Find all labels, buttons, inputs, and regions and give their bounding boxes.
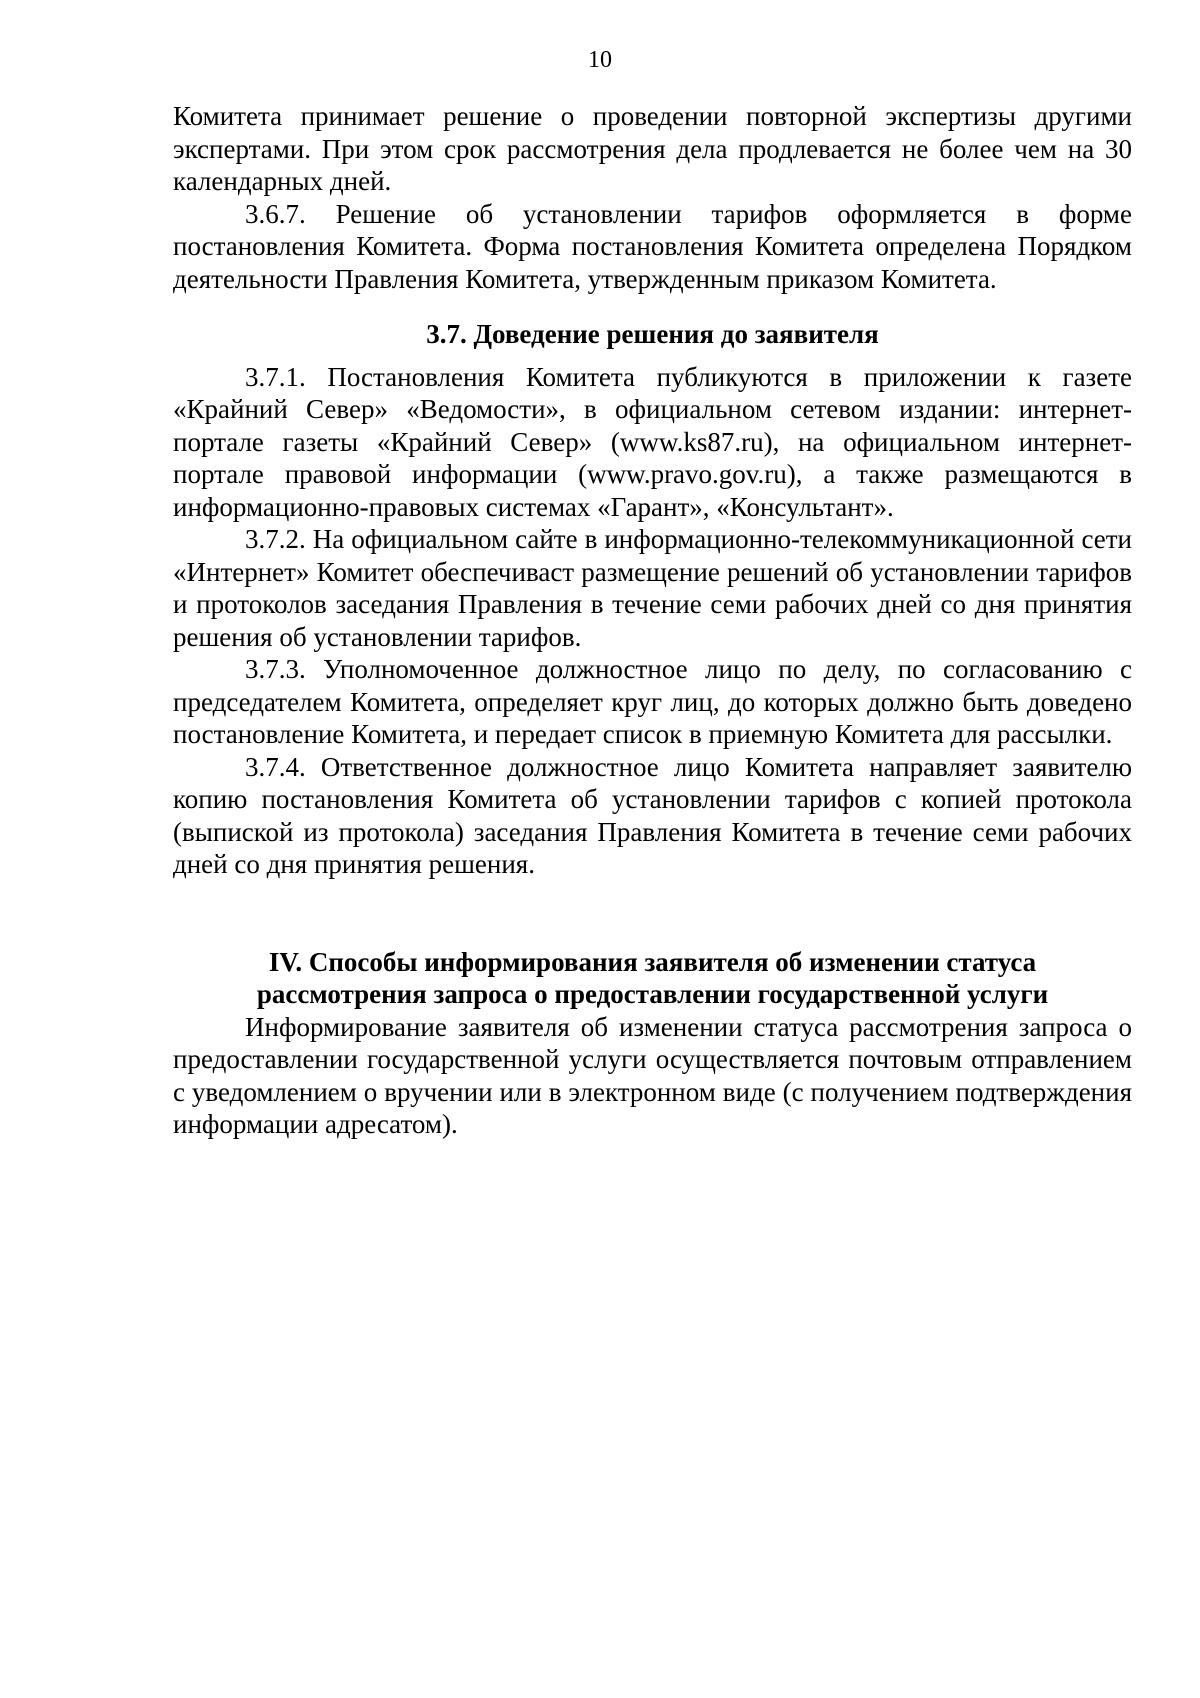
paragraph-3-7-2: 3.7.2. На официальном сайте в информационно-телекоммуникационной сети «Интернет» Комитет обеспечиваст размещение решений об установлении тарифов и протоколов заседания Правления в течение семи рабочих дней со дня принятия решения об установлении тарифов. [173, 524, 1132, 652]
paragraph-3-6-7: 3.6.7. Решение об установлении тарифов оформляется в форме постановления Комитета. Форма постановления Комитета определена Порядком деятельности Правления Комитета, утвержденным приказом Комитета. [173, 198, 1132, 294]
document-body [173, 100, 1132, 1141]
paragraph-continuation: Комитета принимает решение о проведении повторной экспертизы другими экспертами. При этом срок рассмотрения дела продлевается не более чем на 30 календарных дней. [173, 101, 1132, 196]
section-title-3-7: 3.7. Доведение решения до заявителя [426, 319, 879, 349]
page-number: 10 [588, 47, 612, 73]
paragraph-3-7-4: 3.7.4. Ответственное должностное лицо Комитета направляет заявителю копию постановления Комитета об установлении тарифов с копией протокола (выпиской из протокола) заседания Правления Комитета в течение семи рабочих дней со дня принятия решения. [173, 751, 1132, 879]
paragraph-chapter-iv: Информирование заявителя об изменении статуса рассмотрения запроса о предоставлении государственной услуги осуществляется почтовым отправлением с уведомлением о вручении или в электронном виде (с получением подтверждения информации адресатом). [173, 1011, 1132, 1139]
paragraph-3-7-1: 3.7.1. Постановления Комитета публикуются в приложении к газете «Крайний Север» «Ведомости», в официальном сетевом издании: интернет-портале газеты «Крайний Север» (www.ks87.ru), на официальном интернет-портале правовой информации (www.pravo.gov.ru), а также размещаются в информационно-правовых системах «Гарант», «Консультант». [173, 361, 1132, 522]
chapter-title-line-1: IV. Способы информирования заявителя об изменении статуса [268, 946, 1037, 977]
chapter-title-line-2: рассмотрения запроса о предоставлении государственной услуги [256, 979, 1049, 1009]
chapter-title-iv [173, 946, 1132, 1011]
paragraph-3-7-3: 3.7.3. Уполномоченное должностное лицо по делу, по согласованию с председателем Комитета, определяет круг лиц, до которых должно быть доведено постановление Комитета, и передает список в приемную Комитета для рассылки. [173, 654, 1132, 749]
